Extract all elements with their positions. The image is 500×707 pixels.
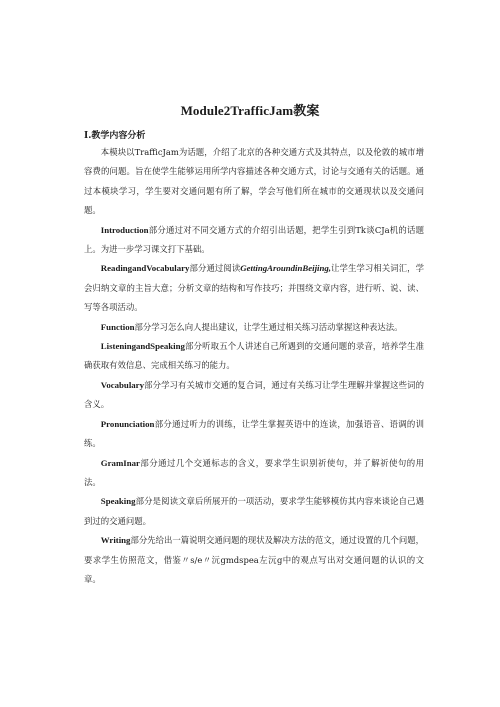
paragraph-listening-speaking	[84, 337, 424, 376]
paragraph-reading-vocabulary	[84, 259, 424, 317]
paragraph-keyword: ListeningandSpeaking	[100, 341, 185, 352]
paragraph-keyword: Pronunciation	[100, 418, 155, 429]
section-heading: I.教学内容分析	[84, 131, 146, 141]
paragraph-text: 让学生学习相关词汇，学会归纳文章的主旨大意；分析文章的结构和写作技巧；并围绕文章内容，进行听、说、读、写等各项活动。	[84, 263, 425, 313]
paragraph-text: 部分学习有关城市交通的复合词，通过有关练习让学生理解并掌握这些词的含义。	[84, 379, 424, 410]
paragraph-keyword: Vocabulary	[100, 379, 144, 390]
paragraph-introduction	[84, 221, 424, 260]
paragraph-text: 部分通过对不同交通方式的介绍引出话题，把学生引到Tk谈CJa机的话题上。为进一步学习课文打下基础。	[84, 224, 424, 255]
paragraph-grammar	[84, 454, 424, 493]
paragraph-keyword: GramInar	[100, 457, 140, 468]
paragraph-speaking	[84, 492, 424, 531]
paragraph-text: 本模块以TrafficJam为话题，介绍了北京的各种交通方式及其特点，以及伦敦的城市增容费的问题。旨在使学生能够运用所学内容描述各种交通方式，讨论与交通有关的话题。通过本模块学习，学生要对交通问题有所了解，学会写他们所在城市的交通现状以及交通问题。	[84, 147, 424, 216]
paragraph-vocabulary	[84, 376, 424, 415]
paragraph-function	[84, 318, 424, 337]
paragraph-keyword: Introduction	[100, 224, 149, 235]
paragraph-intro	[84, 143, 424, 221]
paragraph-text: 部分通过阅读	[189, 263, 241, 274]
paragraph-writing	[84, 531, 424, 589]
paragraph-text: 部分学习怎么向人提出建议，让学生通过相关练习活动掌握这种表达法。	[134, 321, 403, 332]
paragraph-keyword: Function	[100, 321, 135, 332]
paragraph-keyword: Speaking	[100, 496, 136, 507]
paragraph-pronunciation	[84, 415, 424, 454]
page-title: Module2TrafficJam教案	[180, 103, 320, 118]
paragraph-text: 部分通过几个交通标志的含义，要求学生识别祈使句，并了解祈使句的用法。	[84, 457, 424, 487]
document-body	[84, 143, 424, 589]
paragraph-text: 部分先给出一篇说明交通问题的现状及解决方法的范文，通过设置的几个问题，要求学生仿照范文，借鉴〃s/e〃沅gmdspea左沅g中的观点写出对交通问题的认识的文章。	[84, 535, 424, 584]
paragraph-keyword: ReadingandVocabulary	[100, 263, 190, 274]
paragraph-text: 部分是阅读文章后所展开的一项活动，要求学生能够模仿其内容来谈论自己遇到过的交通问题。	[84, 496, 424, 526]
paragraph-keyword: Writing	[100, 535, 131, 546]
article-title: GettingAroundinBeijing,	[240, 263, 331, 274]
paragraph-text: 部分听取五个人讲述自己所遇到的交通问题的录音，培养学生准确获取有效信息、完成相关练习的能力。	[84, 341, 424, 371]
paragraph-text: 部分通过听力的训练，让学生掌握英语中的连读，加强语音、语调的训练。	[84, 418, 424, 449]
